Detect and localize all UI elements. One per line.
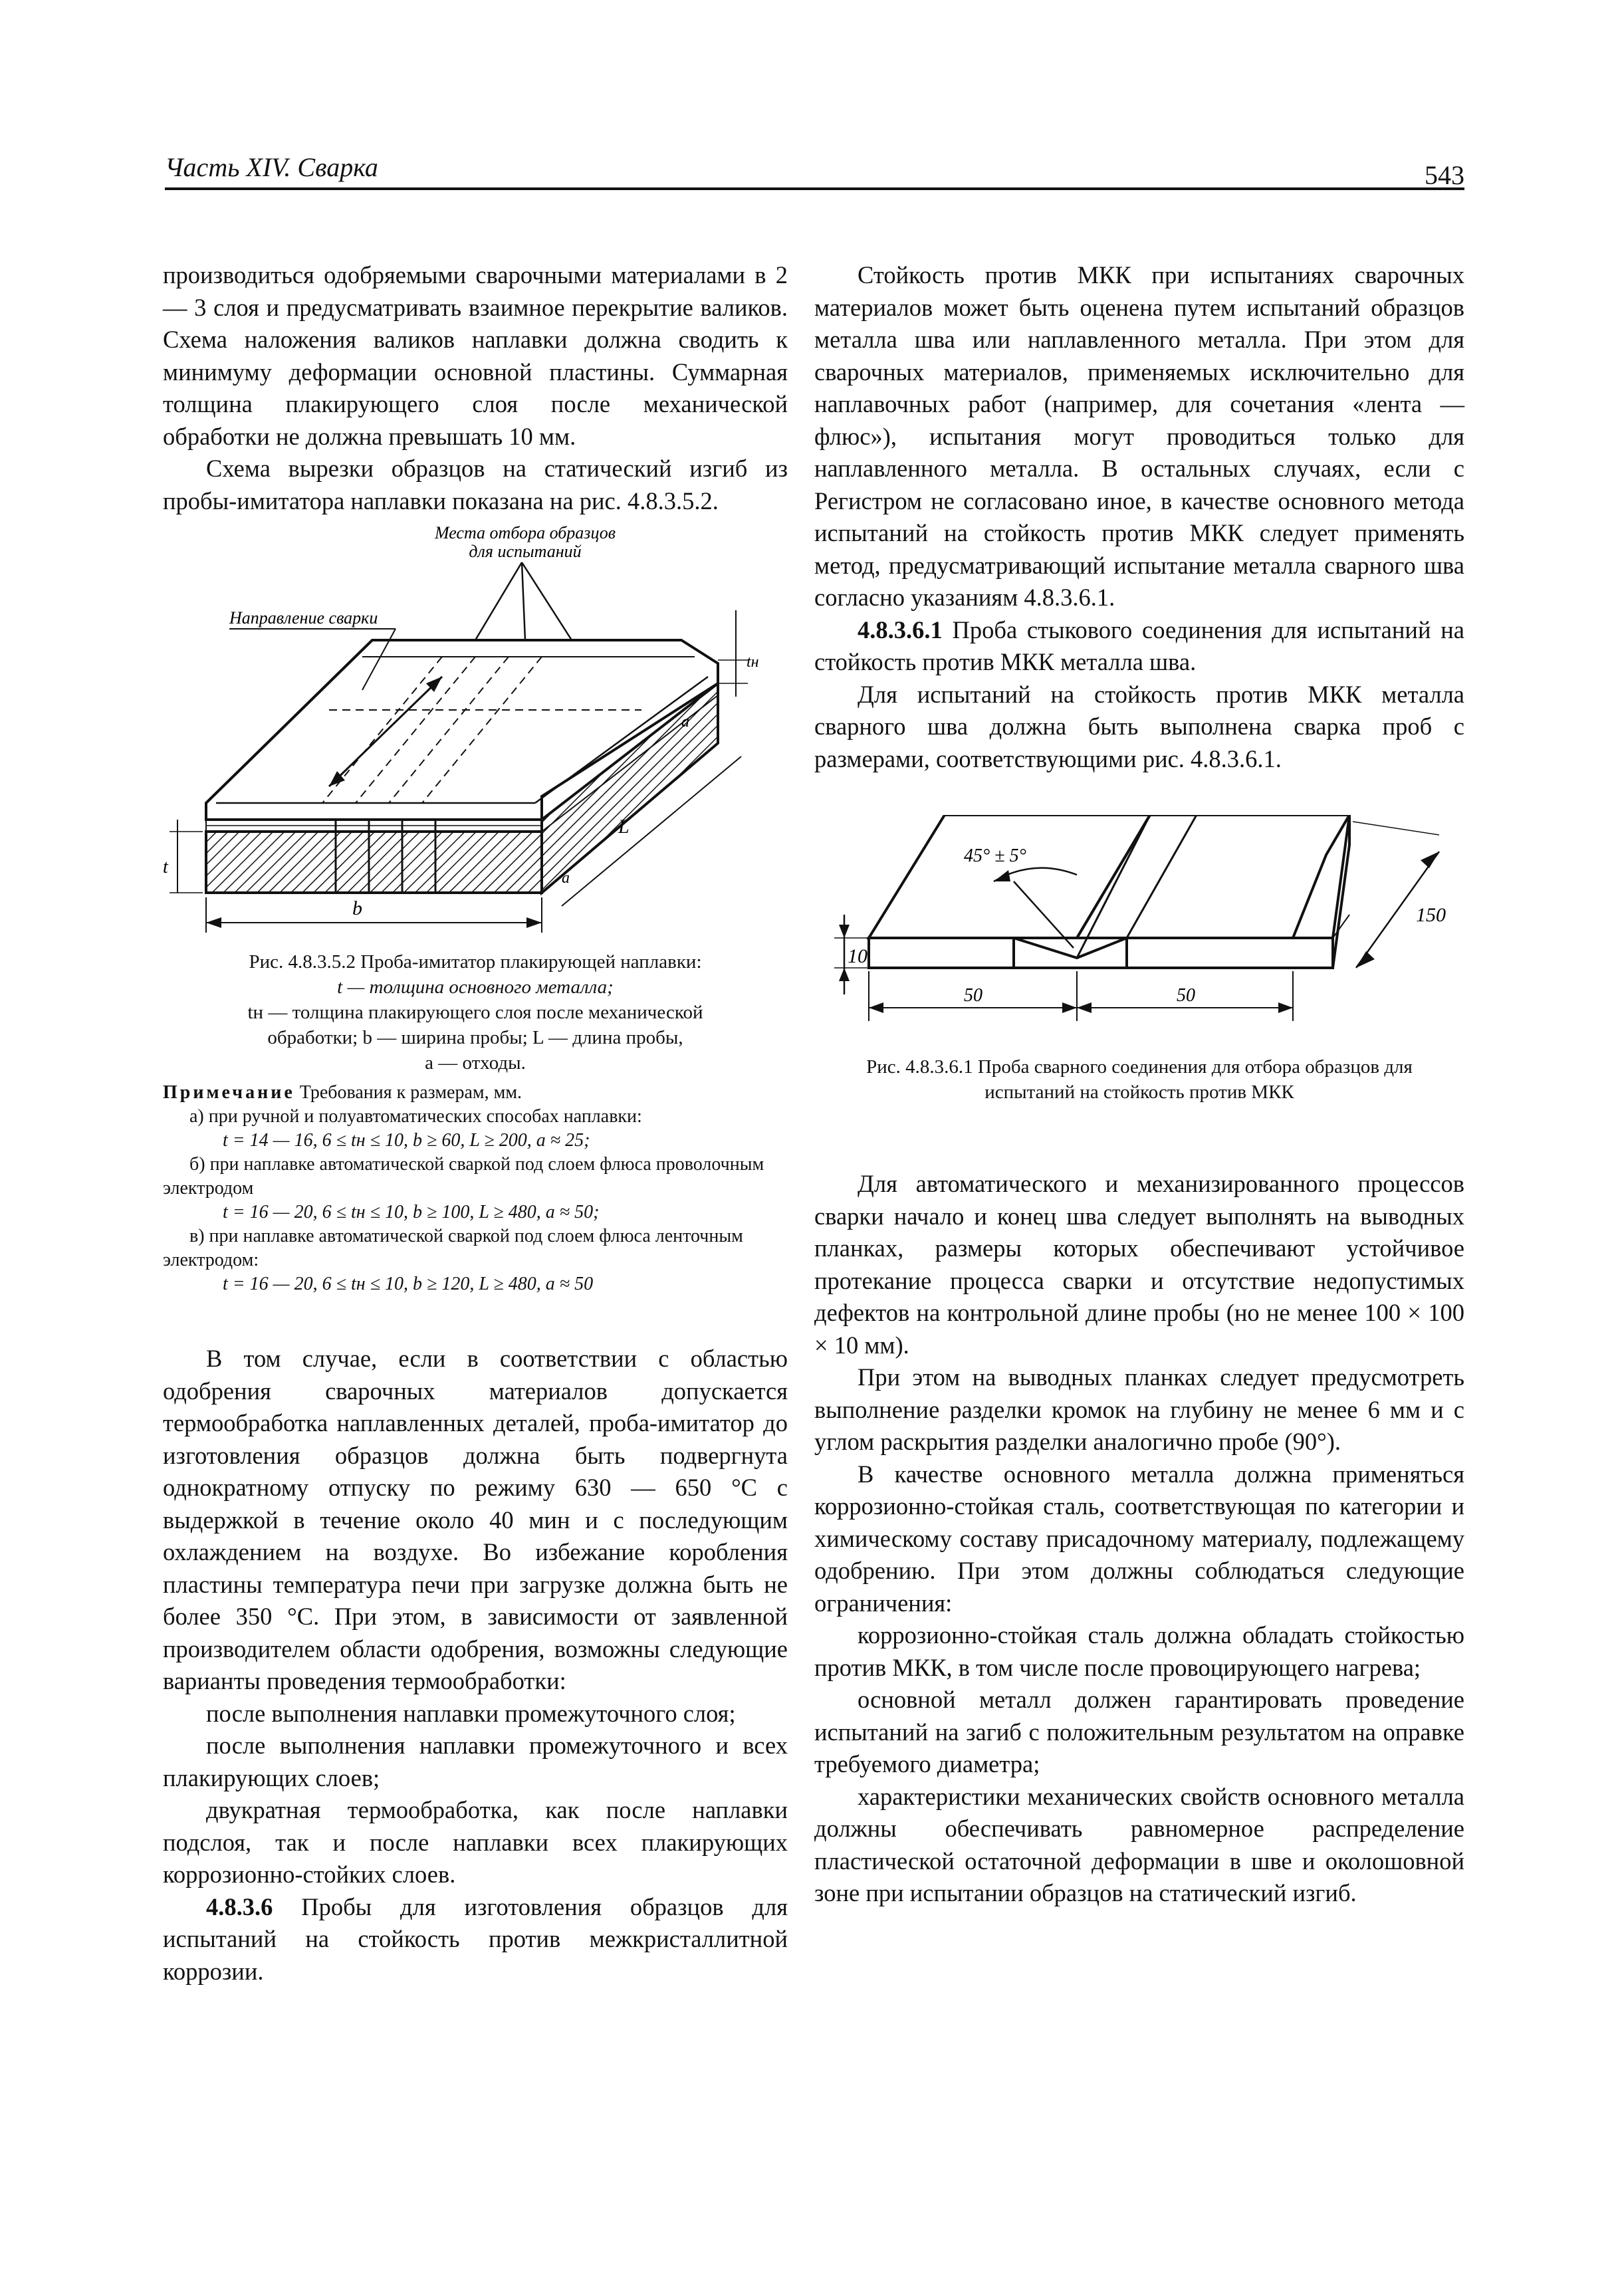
figure-note bbox=[163, 1081, 788, 1105]
dim-150: 150 bbox=[1416, 904, 1446, 926]
note-text: Требования к размерам, мм. bbox=[299, 1082, 522, 1103]
label-sampling-line2: для испытаний bbox=[469, 542, 582, 561]
figure-caption-line: a — отходы. bbox=[425, 1052, 526, 1074]
paragraph: после выполнения наплавки промежуточного слоя; bbox=[206, 1699, 736, 1727]
paragraph: Стойкость против МКК при испытаниях сварочных материалов может быть оценена путем испытаний образцов металла шва или наплавленного металла. При этом для сварочных материалов, применяемых исключительно для наплавочных работ (например, для сочетания «лента — флюс»), испытания могут проводиться только для наплавленного металла. В остальных случаях, если с Регистром не согласовано иное, в качестве основного метода испытаний на стойкость против МКК следует применять метод, предусматривающий испытание металла сварного шва согласно указаниям 4.8.3.6.1. bbox=[814, 261, 1464, 611]
paragraph: производиться одобряемыми сварочными материалами в 2 — 3 слоя и предусматривать взаимное перекрытие валиков. Схема наложения валиков наплавки должна сводить к минимуму деформации основной пластины. Суммарная толщина плакирующего слоя после механической обработки не должна превышать 10 мм. bbox=[163, 261, 788, 450]
figure-caption-line: обработки; b — ширина пробы; L — длина пробы, bbox=[267, 1027, 683, 1048]
paragraph: характеристики механических свойств основного металла должны обеспечивать равномерное распределение пластической остаточной деформации в шве и околошовной зоне при испытании образцов на статический изгиб. bbox=[814, 1782, 1464, 1906]
note-label: Примечание bbox=[163, 1082, 295, 1103]
paragraph: Для испытаний на стойкость против МКК металла сварного шва должна быть выполнена сварка проб с размерами, соответствующими рис. 4.8.3.6.1. bbox=[814, 680, 1464, 772]
note-formula: t = 14 — 16, 6 ≤ tн ≤ 10, b ≥ 60, L ≥ 200, a ≈ 25; bbox=[223, 1130, 590, 1151]
butt-joint-drawing bbox=[814, 815, 1464, 1081]
paragraph: после выполнения наплавки промежуточного и всех плакирующих слоев; bbox=[163, 1732, 788, 1791]
note-formula: t = 16 — 20, 6 ≤ tн ≤ 10, b ≥ 120, L ≥ 480, a ≈ 50 bbox=[223, 1274, 594, 1294]
paragraph: основной металл должен гарантировать проведение испытаний на загиб с положительным результатом на оправке требуемого диаметра; bbox=[814, 1686, 1464, 1778]
section-text: Пробы для изготовления образцов для испытаний на стойкость против межкристаллитной коррозии. bbox=[163, 1893, 788, 1985]
figure-cladding-specimen bbox=[163, 524, 788, 949]
label-direction: Направление сварки bbox=[229, 608, 378, 628]
figure-caption-line: испытаний на стойкость против МКК bbox=[984, 1082, 1294, 1103]
dim-a-right: a bbox=[681, 713, 689, 731]
figure-caption-line: t — толщина основного металла; bbox=[337, 976, 614, 998]
dim-t: t bbox=[163, 857, 168, 877]
paragraph: В качестве основного металла должна применяться коррозионно-стойкая сталь, соответствующая по категории и химическому составу присадочному материалу, подлежащему одобрению. При этом должны соблюдаться следующие ограничения: bbox=[814, 1460, 1464, 1617]
angle-label: 45° ± 5° bbox=[964, 846, 1026, 866]
note-item: б) при наплавке автоматической сваркой под слоем флюса проволочным электродом bbox=[163, 1154, 764, 1199]
paragraph-section-4-8-3-6 bbox=[163, 1891, 788, 1988]
dim-b: b bbox=[352, 897, 362, 919]
dim-50-right: 50 bbox=[1177, 985, 1195, 1006]
figure-butt-joint-specimen bbox=[814, 815, 1464, 1081]
paragraph: Для автоматического и механизированного процессов сварки начало и конец шва следует выполнять на выводных планках, размеры которых обеспечивают устойчивое протекание процесса сварки и отсутствие недопустимых дефектов на контрольной длине пробы (но не менее 100 × 100 × 10 мм). bbox=[814, 1170, 1464, 1359]
section-number: 4.8.3.6.1 bbox=[858, 616, 943, 643]
paragraph: При этом на выводных планках следует предусмотреть выполнение разделки кромок на глубину не менее 6 мм и с углом раскрытия разделки аналогично пробе (90°). bbox=[814, 1363, 1464, 1455]
paragraph: Схема вырезки образцов на статический изгиб из пробы-имитатора наплавки показана на рис. 4.8.3.5.2. bbox=[163, 455, 788, 515]
running-header bbox=[165, 145, 1464, 190]
figure-caption-line: tн — толщина плакирующего слоя после механической bbox=[247, 1002, 703, 1023]
dim-L: L bbox=[618, 816, 630, 838]
left-column bbox=[163, 259, 788, 1988]
note-formula: t = 16 — 20, 6 ≤ tн ≤ 10, b ≥ 100, L ≥ 480, a ≈ 50; bbox=[223, 1202, 600, 1222]
label-sampling-line1: Места отбора образцов bbox=[434, 524, 616, 542]
dim-10: 10 bbox=[848, 945, 867, 967]
paragraph-section-4-8-3-6-1 bbox=[814, 614, 1464, 679]
running-title: Часть XIV. Сварка bbox=[165, 152, 378, 182]
right-column bbox=[814, 259, 1464, 1910]
note-item: в) при наплавке автоматической сваркой под слоем флюса ленточным электродом: bbox=[163, 1226, 743, 1270]
paragraph: В том случае, если в соответствии с областью одобрения сварочных материалов допускается термообработка наплавленных деталей, проба-имитатор до изготовления образцов должна быть подвергнута однократному отпуску по режиму 630 — 650 °С с выдержкой в течение около 40 мин и с последующим охлаждением на воздухе. Во избежание коробления пластины температура печи при загрузке должна быть не более 350 °С. При этом, в зависимости от заявленной производителем области одобрения, возможны следующие варианты проведения термообработки: bbox=[163, 1345, 788, 1694]
figure-caption-line: Рис. 4.8.3.6.1 Проба сварного соединения для отбора образцов для bbox=[866, 1056, 1413, 1078]
page-number: 543 bbox=[1425, 160, 1464, 190]
paragraph: коррозионно-стойкая сталь должна обладать стойкостью против МКК, в том числе после провоцирующего нагрева; bbox=[814, 1621, 1464, 1681]
section-number: 4.8.3.6 bbox=[206, 1893, 273, 1920]
dim-50-left: 50 bbox=[964, 985, 982, 1006]
section-text: Проба стыкового соединения для испытаний на стойкость против МКК металла шва. bbox=[814, 616, 1464, 675]
paragraph: двукратная термообработка, как после наплавки подслоя, так и после наплавки всех плакирующих коррозионно-стойких слоев. bbox=[163, 1796, 788, 1888]
dim-tn: tн bbox=[747, 653, 759, 671]
dim-a-bottom: a bbox=[562, 869, 570, 887]
figure-caption-line: Рис. 4.8.3.5.2 Проба-имитатор плакирующей наплавки: bbox=[249, 951, 702, 973]
note-item: а) при ручной и полуавтоматических способах наплавки: bbox=[189, 1106, 642, 1127]
cladding-specimen-drawing bbox=[163, 524, 788, 949]
